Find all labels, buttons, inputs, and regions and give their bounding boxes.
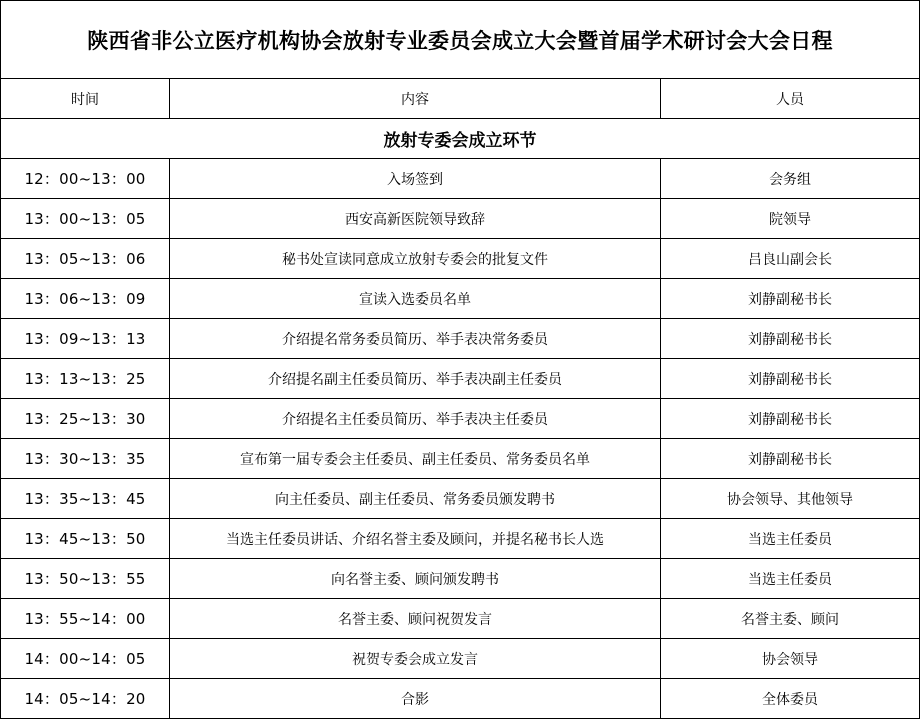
cell-person: 全体委员 [661, 679, 920, 719]
cell-time: 13：45~13：50 [1, 519, 170, 559]
cell-content: 当选主任委员讲话、介绍名誉主委及顾问，并提名秘书长人选 [170, 519, 661, 559]
cell-content: 名誉主委、顾问祝贺发言 [170, 599, 661, 639]
cell-person: 刘静副秘书长 [661, 319, 920, 359]
column-header-person: 人员 [661, 79, 920, 119]
cell-person: 名誉主委、顾问 [661, 599, 920, 639]
table-row [1, 199, 920, 239]
cell-person: 吕良山副会长 [661, 239, 920, 279]
table-row [1, 239, 920, 279]
cell-time: 13：35~13：45 [1, 479, 170, 519]
table-row [1, 399, 920, 439]
table-row [1, 159, 920, 199]
column-header-content: 内容 [170, 79, 661, 119]
cell-content: 西安高新医院领导致辞 [170, 199, 661, 239]
section-title: 放射专委会成立环节 [1, 119, 920, 159]
cell-time: 13：30~13：35 [1, 439, 170, 479]
cell-content: 介绍提名副主任委员简历、举手表决副主任委员 [170, 359, 661, 399]
table-row [1, 559, 920, 599]
table-row [1, 519, 920, 559]
cell-person: 当选主任委员 [661, 559, 920, 599]
cell-person: 刘静副秘书长 [661, 279, 920, 319]
cell-person: 院领导 [661, 199, 920, 239]
cell-person: 会务组 [661, 159, 920, 199]
cell-person: 刘静副秘书长 [661, 439, 920, 479]
cell-content: 宣读入选委员名单 [170, 279, 661, 319]
cell-time: 13：25~13：30 [1, 399, 170, 439]
column-header-time: 时间 [1, 79, 170, 119]
cell-person: 协会领导 [661, 639, 920, 679]
table-row [1, 679, 920, 719]
cell-content: 向名誉主委、顾问颁发聘书 [170, 559, 661, 599]
cell-person: 刘静副秘书长 [661, 359, 920, 399]
cell-time: 13：05~13：06 [1, 239, 170, 279]
cell-content: 介绍提名常务委员简历、举手表决常务委员 [170, 319, 661, 359]
cell-content: 向主任委员、副主任委员、常务委员颁发聘书 [170, 479, 661, 519]
cell-time: 13：50~13：55 [1, 559, 170, 599]
table-row [1, 279, 920, 319]
page-title: 陕西省非公立医疗机构协会放射专业委员会成立大会暨首届学术研讨会大会日程 [1, 1, 920, 79]
cell-content: 介绍提名主任委员简历、举手表决主任委员 [170, 399, 661, 439]
header-row [1, 79, 920, 119]
cell-content: 宣布第一届专委会主任委员、副主任委员、常务委员名单 [170, 439, 661, 479]
cell-content: 合影 [170, 679, 661, 719]
cell-content: 入场签到 [170, 159, 661, 199]
table-row [1, 359, 920, 399]
table-row [1, 319, 920, 359]
cell-content: 祝贺专委会成立发言 [170, 639, 661, 679]
cell-time: 13：00~13：05 [1, 199, 170, 239]
table-row [1, 479, 920, 519]
cell-person: 协会领导、其他领导 [661, 479, 920, 519]
table-row [1, 639, 920, 679]
cell-person: 刘静副秘书长 [661, 399, 920, 439]
cell-time: 13：09~13：13 [1, 319, 170, 359]
cell-person: 当选主任委员 [661, 519, 920, 559]
table-row [1, 599, 920, 639]
cell-time: 13：55~14：00 [1, 599, 170, 639]
title-row [1, 1, 920, 79]
cell-content: 秘书处宣读同意成立放射专委会的批复文件 [170, 239, 661, 279]
cell-time: 14：05~14：20 [1, 679, 170, 719]
section-row [1, 119, 920, 159]
cell-time: 12：00~13：00 [1, 159, 170, 199]
cell-time: 13：13~13：25 [1, 359, 170, 399]
table-row [1, 439, 920, 479]
cell-time: 13：06~13：09 [1, 279, 170, 319]
cell-time: 14：00~14：05 [1, 639, 170, 679]
